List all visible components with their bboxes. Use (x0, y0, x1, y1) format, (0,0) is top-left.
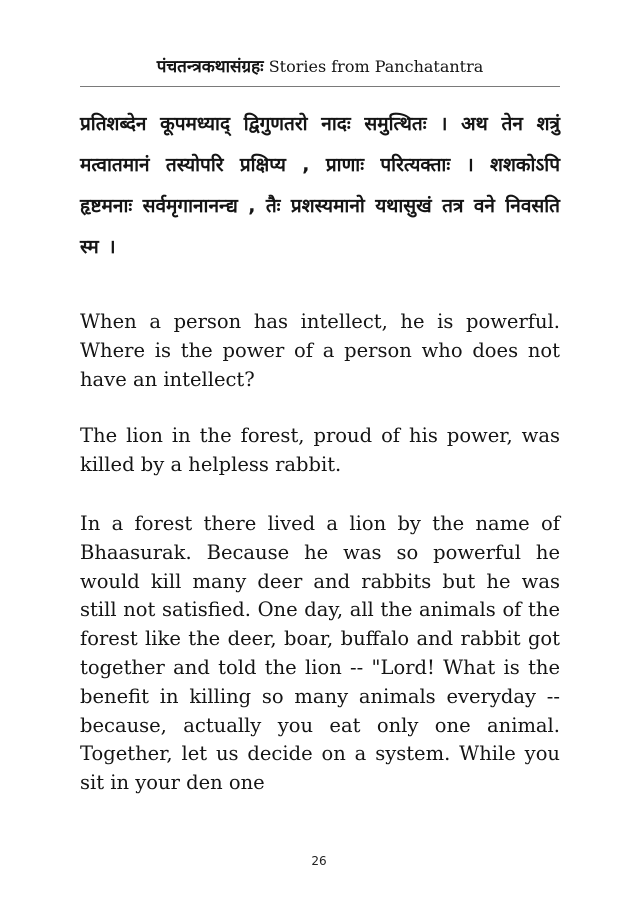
page-number: 26 (311, 854, 327, 868)
paragraph-story: In a forest there lived a lion by the name of Bhaasurak. Because he was so powerful he would kill many deer and rabbits but he was still not satisfied. One day, all the animals of the forest like the deer, boar, buffalo and rabbit got together and told the lion -- "Lord! What is the benefit in killing so many animals everyday -- because, actually you eat only one animal. Together, let us decide on a system. While you sit in your den one (80, 512, 560, 795)
paragraph-intellect: When a person has intellect, he is powerful. Where is the power of a person who does not have an intellect? (80, 310, 560, 391)
sanskrit-verse: प्रतिशब्देन कूपमध्याद् द्विगुणतरो नादः समुत्थितः । अथ तेन शत्रुं मत्वातमानं तस्योपरि प्रक्षिप्य , प्राणाः परित्यक्ताः । शशकोऽपि हृष्टमनाः सर्वमृगानानन्द्य , तैः प्रशस्यमानो यथासुखं तत्र वने निवसति स्म । (80, 113, 560, 258)
header-title-sanskrit: पंचतन्त्रकथासंग्रहः (156, 57, 264, 77)
page-header (80, 52, 560, 87)
paragraph-lion-rabbit: The lion in the forest, proud of his power, was killed by a helpless rabbit. (80, 424, 560, 476)
header-title-english: Stories from Panchatantra (263, 57, 484, 76)
